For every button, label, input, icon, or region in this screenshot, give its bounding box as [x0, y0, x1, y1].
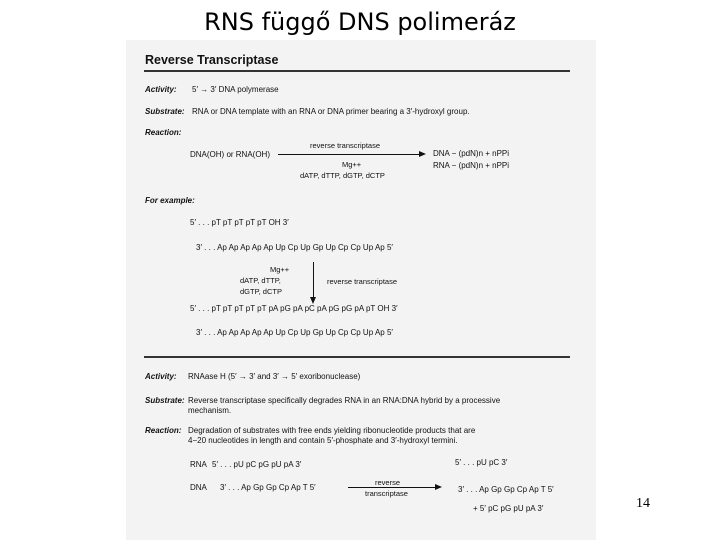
rt-substrate-label: Substrate:	[145, 107, 185, 116]
slide-title: RNS függő DNS polimeráz	[204, 8, 516, 36]
page-number: 14	[636, 496, 650, 511]
rt-activity-label: Activity:	[145, 85, 177, 94]
rt-heading: Reverse Transcriptase	[145, 53, 279, 67]
rnase-reaction-text-1: Degradation of substrates with free ends yielding ribonucleotide products that are	[188, 426, 476, 435]
rnase-arrow	[348, 487, 436, 488]
rt-enzyme-label: reverse transcriptase	[310, 141, 381, 150]
seq-template-2: 3′ . . . Ap Ap Ap Ap Ap Up Cp Up Gp Up Cp Cp Up Ap 5′	[196, 328, 393, 337]
prod-dna: 3′ . . . Ap Gp Gp Cp Ap T 5′	[458, 485, 554, 494]
dna-seq: 3′ . . . Ap Gp Gp Cp Ap T 5′	[220, 483, 316, 492]
rna-label: RNA	[190, 460, 207, 469]
rt-product-2: RNA − (pdN)n + nPPi	[433, 161, 510, 170]
reaction-arrow-head	[419, 151, 426, 157]
rt-activity-text: 5′ → 3′ DNA polymerase	[192, 85, 279, 94]
rt-substrate-text: RNA or DNA template with an RNA or DNA primer bearing a 3′-hydroxyl group.	[192, 107, 470, 116]
seq-product: 5′ . . . pT pT pT pT pT pA pG pA pC pA pG pG pA pT OH 3′	[190, 304, 398, 313]
seq-primer: 5′ . . . pT pT pT pT pT OH 3′	[190, 218, 289, 227]
rnase-substrate-label: Substrate:	[145, 396, 185, 405]
rnase-reaction-text-2: 4−20 nucleotides in length and contain 5′-phosphate and 3′-hydroxyl termini.	[188, 436, 458, 445]
rt-reactants: DNA(OH) or RNA(OH)	[190, 150, 270, 159]
cond-2: dGTP, dCTP	[240, 287, 282, 296]
rnase-arrow-head	[435, 484, 442, 490]
rt-reaction-label: Reaction:	[145, 128, 182, 137]
reaction-arrow	[278, 154, 420, 155]
section-rule	[144, 356, 570, 358]
seq-template: 3′ . . . Ap Ap Ap Ap Ap Up Cp Up Gp Up Cp Cp Up Ap 5′	[196, 243, 393, 252]
prod-rna: 5′ . . . pU pC 3′	[455, 458, 508, 467]
prod-frag: + 5′ pC pG pU pA 3′	[473, 504, 544, 513]
rnase-reaction-label: Reaction:	[145, 426, 182, 435]
rnase-enzyme-2: transcriptase	[365, 489, 408, 498]
rt-example-label: For example:	[145, 196, 195, 205]
rt-dntps: dATP, dTTP, dGTP, dCTP	[300, 171, 385, 180]
rnase-activity-label: Activity:	[145, 372, 177, 381]
rnase-enzyme-1: reverse	[375, 478, 401, 487]
cond-1: dATP, dTTP,	[240, 276, 281, 285]
dna-label: DNA	[190, 483, 207, 492]
cond-mg: Mg++	[270, 265, 290, 274]
rnase-activity-text: RNAase H (5′ → 3′ and 3′ → 5′ exoribonuclease)	[188, 372, 361, 381]
rt-product-1: DNA − (pdN)n + nPPi	[433, 149, 510, 158]
rna-seq: 5′ . . . pU pC pG pU pA 3′	[212, 460, 302, 469]
cond-enzyme: reverse transcriptase	[327, 277, 398, 286]
rt-mg: Mg++	[342, 160, 362, 169]
down-arrow	[313, 262, 314, 298]
rnase-substrate-text-2: mechanism.	[188, 406, 232, 415]
rnase-substrate-text-1: Reverse transcriptase specifically degrades RNA in an RNA:DNA hybrid by a processive	[188, 396, 501, 405]
heading-rule	[144, 70, 570, 72]
down-arrow-head	[310, 297, 316, 304]
